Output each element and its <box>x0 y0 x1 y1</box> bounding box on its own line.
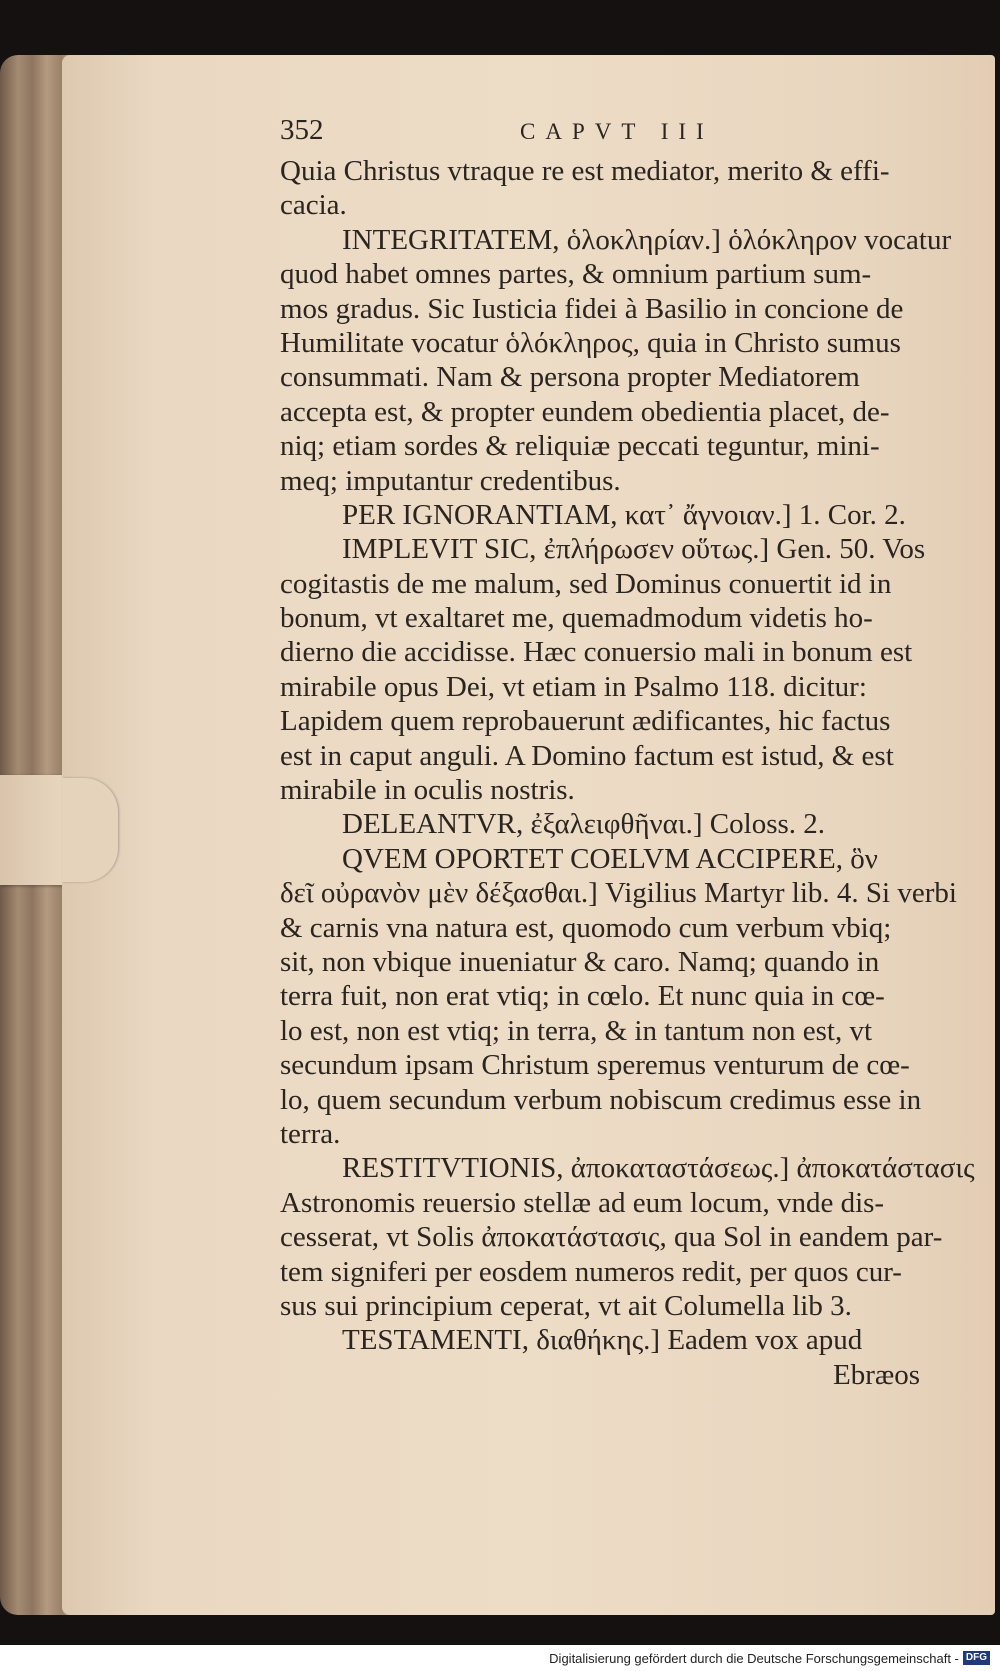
text-line: QVEM OPORTET COELVM ACCIPERE, ὃν <box>342 842 878 875</box>
text-line: sus sui principium ceperat, vt ait Columella lib 3. <box>280 1289 852 1322</box>
text-line: est in caput anguli. A Domino factum est istud, & est <box>280 739 894 772</box>
dfg-logo: DFG <box>963 1651 990 1665</box>
digitization-footer <box>0 1645 1000 1671</box>
running-head: CAPVT III <box>520 119 714 144</box>
catchword: Ebræos <box>833 1358 920 1391</box>
text-line: meq; imputantur credentibus. <box>280 464 621 497</box>
body-text <box>280 154 980 1358</box>
text-line: PER IGNORANTIAM, κατ᾽ ἄγνοιαν.] 1. Cor. 2. <box>342 498 906 531</box>
text-line: tem signiferi per eosdem numeros redit, per quos cur- <box>280 1255 902 1288</box>
text-line: lo est, non est vtiq; in terra, & in tantum non est, vt <box>280 1014 873 1047</box>
text-line: Quia Christus vtraque re est mediator, merito & effi- <box>280 155 890 187</box>
text-line: mirabile in oculis nostris. <box>280 774 575 807</box>
text-line: Lapidem quem reprobauerunt ædificantes, hic factus <box>280 705 891 738</box>
digitization-credit: Digitalisierung gefördert durch die Deutsche Forschungsgemeinschaft - <box>549 1650 959 1666</box>
page-text <box>280 114 980 1392</box>
text-line: & carnis vna natura est, quomodo cum verbum vbiq; <box>280 911 892 944</box>
text-line: INTEGRITATEM, ὁλοκληρίαν.] ὁλόκληρον vocatur <box>342 223 952 256</box>
text-line: dierno die accidisse. Hæc conuersio mali in bonum est <box>280 636 913 669</box>
text-line: DELEANTVR, ἐξαλειφθῆναι.] Coloss. 2. <box>342 808 826 841</box>
text-line: TESTAMENTI, διαθήκης.] Eadem vox apud <box>342 1324 863 1357</box>
text-line: bonum, vt exaltaret me, quemadmodum videtis ho- <box>280 602 873 635</box>
page-header <box>280 114 980 154</box>
text-line: accepta est, & propter eundem obedientia placet, de- <box>280 395 890 428</box>
text-line: Astronomis reuersio stellæ ad eum locum, vnde dis- <box>280 1186 885 1219</box>
text-line: δεῖ οὐρανὸν μὲν δέξασθαι.] Vigilius Martyr lib. 4. Si verbi <box>280 877 957 910</box>
text-line: terra. <box>280 1117 341 1150</box>
text-line: niq; etiam sordes & reliquiæ peccati teguntur, mini- <box>280 430 880 463</box>
text-line: mirabile opus Dei, vt etiam in Psalmo 118. dicitur: <box>280 670 867 703</box>
text-line: sit, non vbique inueniatur & caro. Namq; quando in <box>280 945 880 978</box>
bookmark-ribbon-fold <box>62 778 118 882</box>
text-line: cesserat, vt Solis ἀποκατάστασις, qua Sol in eandem par- <box>280 1221 943 1254</box>
text-line: quod habet omnes partes, & omnium partium sum- <box>280 258 872 291</box>
text-line: cogitastis de me malum, sed Dominus conuertit id in <box>280 567 892 600</box>
text-line: Humilitate vocatur ὁλόκληρος, quia in Christo sumus <box>280 326 901 359</box>
text-line: RESTITVTIONIS, ἀποκαταστάσεως.] ἀποκατάστασις <box>342 1152 975 1185</box>
text-line: mos gradus. Sic Iusticia fidei à Basilio in concione de <box>280 292 904 325</box>
text-line: consummati. Nam & persona propter Mediatorem <box>280 361 860 394</box>
text-line: IMPLEVIT SIC, ἐπλήρωσεν οὕτως.] Gen. 50. Vos <box>342 533 926 566</box>
text-line: secundum ipsam Christum speremus venturum de cœ- <box>280 1049 910 1082</box>
text-line: terra fuit, non erat vtiq; in cœlo. Et nunc quia in cœ- <box>280 980 885 1013</box>
text-line: lo, quem secundum verbum nobiscum credimus esse in <box>280 1083 922 1116</box>
text-line: cacia. <box>280 189 347 222</box>
page-number: 352 <box>280 114 324 146</box>
